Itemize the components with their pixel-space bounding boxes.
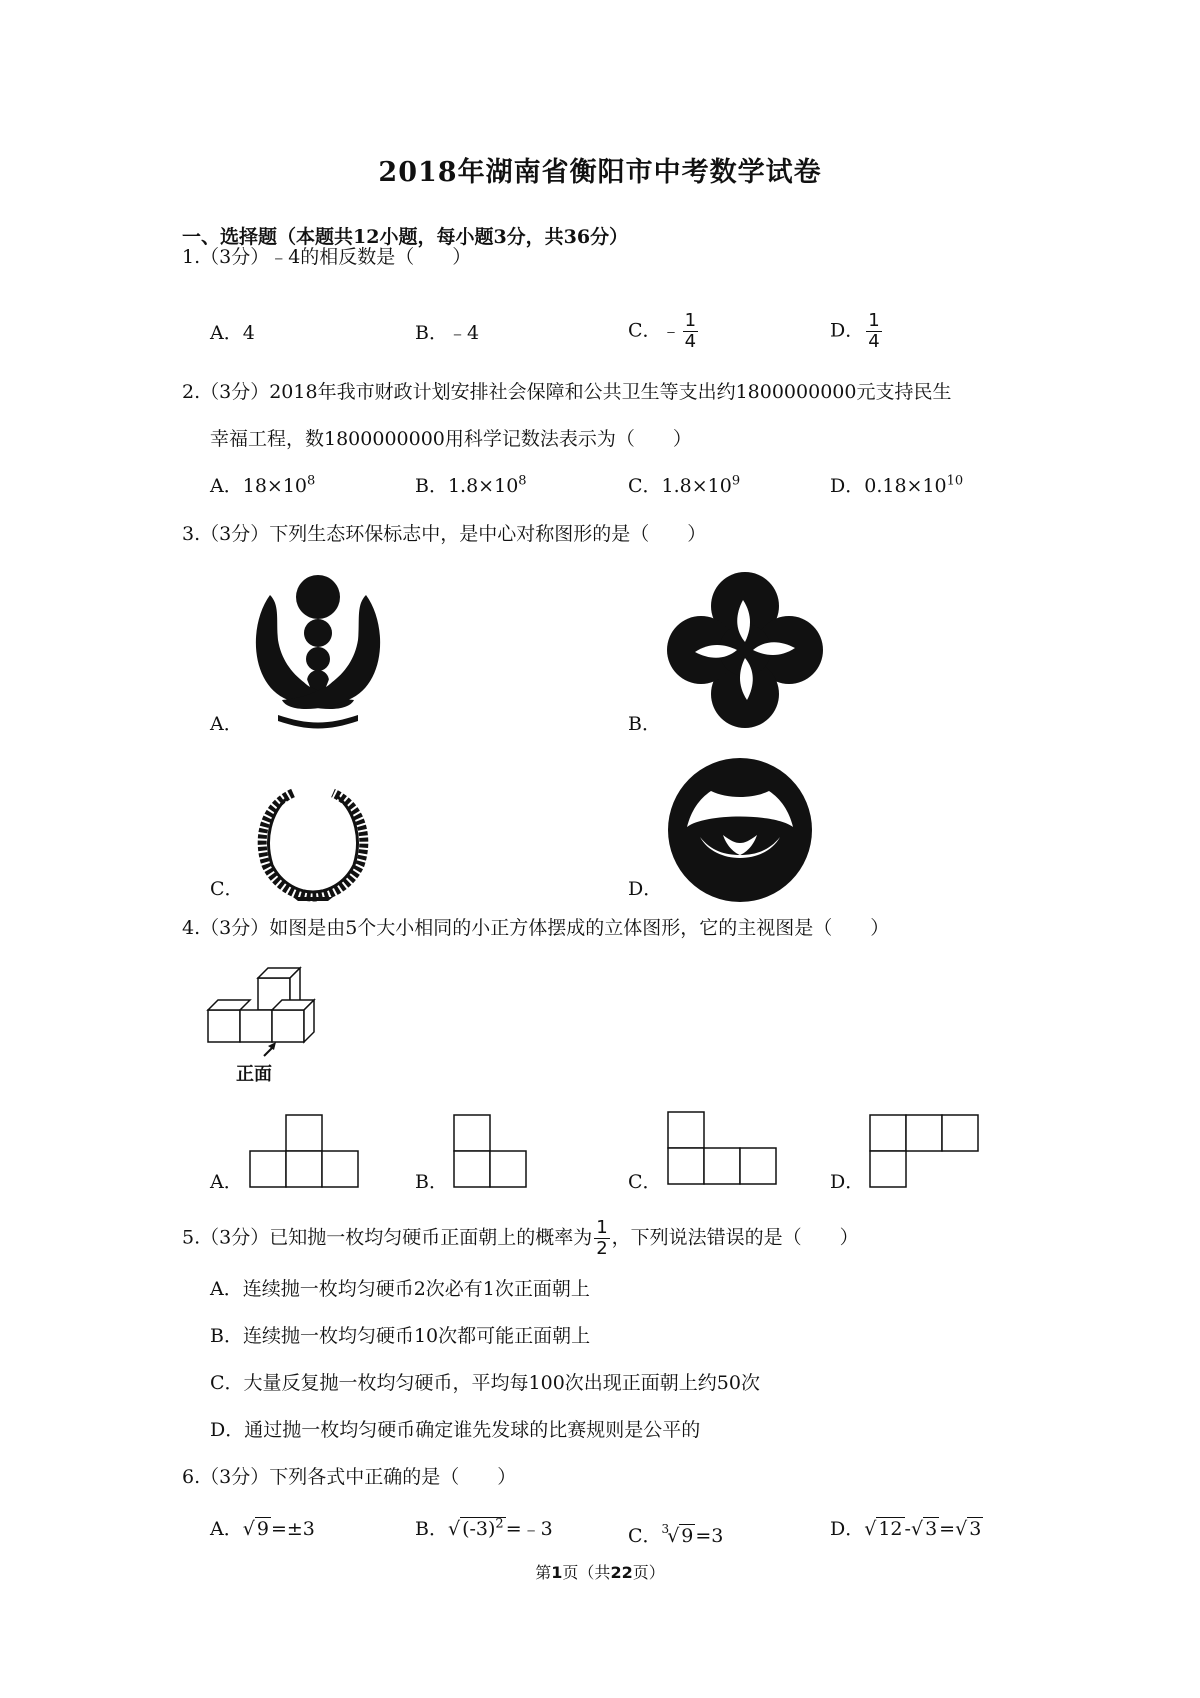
radicand-base: (-3) — [462, 1518, 496, 1540]
eco-logo-b — [665, 570, 825, 730]
question-4-stem: 4.（3分）如图是由5个大小相同的小正方体摆成的立体图形，它的主视图是（ ） — [182, 917, 890, 939]
equals-sign: = — [939, 1518, 956, 1540]
sqrt-sign: √ — [242, 1518, 255, 1540]
q4-option-d: D． — [830, 1171, 865, 1193]
option-value: =﹣3 — [505, 1518, 553, 1540]
q3-option-c: C． — [210, 878, 244, 900]
option-label: D． — [830, 319, 865, 342]
q3-option-a: A． — [210, 713, 243, 735]
fraction-numerator: 1 — [596, 1217, 608, 1238]
option-label: B． — [415, 322, 448, 344]
question-6-stem: 6.（3分）下列各式中正确的是（ ） — [182, 1466, 517, 1488]
fraction-denominator: 4 — [684, 331, 697, 352]
option-label: D． — [830, 1518, 865, 1540]
option-value: 1.8×10 — [661, 475, 732, 497]
option-label: A． — [210, 322, 243, 344]
q4-option-b: B． — [415, 1171, 448, 1193]
q1-option-a — [210, 319, 255, 347]
q2-option-a — [210, 472, 315, 500]
exponent: 9 — [731, 473, 741, 489]
q3-option-b: B． — [628, 713, 661, 735]
figure-caption: 正面 — [236, 1064, 272, 1085]
radicand: 3 — [925, 1518, 938, 1540]
sqrt-sign: √ — [864, 1518, 877, 1540]
question-2-stem-line1: 2.（3分）2018年我市财政计划安排社会保障和公共卫生等支出约1800000000元支持民生 — [182, 381, 952, 403]
q5-option-d: D．通过抛一枚均匀硬币确定谁先发球的比赛规则是公平的 — [210, 1419, 701, 1441]
question-3-stem: 3.（3分）下列生态环保标志中，是中心对称图形的是（ ） — [182, 523, 707, 545]
fraction-numerator: 1 — [684, 310, 697, 331]
q5-option-b: B．连续抛一枚均匀硬币10次都可能正面朝上 — [210, 1325, 591, 1347]
q6-option-a — [210, 1515, 315, 1543]
fraction — [683, 311, 698, 352]
option-sign: ﹣ — [661, 319, 681, 342]
page-footer — [0, 1560, 1200, 1583]
fraction-numerator: 1 — [868, 310, 880, 331]
q2-option-c — [628, 472, 740, 500]
option-value: =±3 — [270, 1518, 315, 1540]
option-label: A． — [210, 1518, 243, 1540]
option-label: A． — [210, 475, 243, 497]
sqrt-sign: √ — [910, 1518, 924, 1540]
fraction — [866, 311, 881, 352]
footer-text: 页（共 — [562, 1563, 611, 1582]
fraction-denominator: 4 — [868, 331, 880, 352]
option-value: =3 — [695, 1525, 724, 1547]
radicand: 3 — [969, 1518, 982, 1540]
option-label: C． — [628, 1525, 662, 1547]
exponent: 8 — [518, 473, 527, 489]
q6-option-c — [628, 1515, 723, 1550]
option-value: ﹣4 — [447, 322, 480, 344]
sqrt-sign: √ — [955, 1518, 968, 1540]
sqrt-sign: √ — [667, 1525, 680, 1547]
cube-stack-figure — [208, 958, 348, 1058]
radicand: 12 — [878, 1518, 903, 1540]
q5-option-a: A．连续抛一枚均匀硬币2次必有1次正面朝上 — [210, 1278, 590, 1300]
q6-option-b — [415, 1515, 553, 1543]
q2-option-b — [415, 472, 527, 500]
radicand: 9 — [681, 1525, 694, 1547]
option-label: B． — [415, 475, 448, 497]
section-heading: 一、选择题（本题共12小题，每小题3分，共36分） — [182, 226, 629, 248]
option-label: C． — [628, 475, 662, 497]
sqrt-sign: √ — [447, 1518, 461, 1540]
q3-option-d: D． — [628, 878, 663, 900]
exponent: 8 — [307, 473, 316, 489]
q1-option-d — [830, 311, 884, 352]
footer-text: 第 — [535, 1563, 552, 1582]
q1-option-c — [628, 311, 700, 352]
radicand: 9 — [256, 1518, 269, 1540]
question-2-stem-line2: 幸福工程，数1800000000用科学记数法表示为（ ） — [210, 428, 692, 450]
exponent: 10 — [946, 473, 964, 489]
q4-option-c: C． — [628, 1171, 662, 1193]
option-value: 0.18×10 — [864, 475, 947, 497]
q6-option-d — [830, 1515, 983, 1543]
exponent: 2 — [495, 1516, 504, 1532]
stem-text: ，下列说法错误的是（ ） — [611, 1226, 859, 1249]
page-title: 2018年湖南省衡阳市中考数学试卷 — [378, 157, 822, 188]
option-value: 1.8×10 — [447, 475, 519, 497]
page-number: 1 — [551, 1563, 563, 1582]
option-label: C． — [628, 319, 662, 342]
stem-text: 5.（3分）已知抛一枚均匀硬币正面朝上的概率为 — [182, 1226, 593, 1249]
question-1-stem: 1.（3分）﹣4的相反数是（ ） — [182, 246, 472, 268]
footer-text: 页） — [632, 1563, 665, 1582]
fraction-denominator: 2 — [596, 1238, 608, 1259]
q2-option-d — [830, 472, 963, 500]
option-label: B． — [415, 1518, 448, 1540]
eco-logo-d — [665, 755, 815, 905]
eco-logo-c — [248, 785, 378, 905]
q1-option-b — [415, 319, 479, 347]
front-view-b — [452, 1113, 530, 1191]
radicand — [460, 1517, 506, 1540]
front-view-d — [868, 1113, 980, 1191]
option-value: 4 — [242, 322, 255, 344]
q4-option-a: A． — [210, 1171, 243, 1193]
fraction — [594, 1218, 609, 1259]
option-label: D． — [830, 475, 865, 497]
option-value: 18×10 — [242, 475, 308, 497]
page-total: 22 — [610, 1563, 633, 1582]
front-view-c — [666, 1110, 778, 1190]
root-index: 3 — [661, 1522, 670, 1536]
front-view-a — [248, 1113, 360, 1191]
eco-logo-a — [248, 575, 388, 725]
q5-option-c: C．大量反复抛一枚均匀硬币，平均每100次出现正面朝上约50次 — [210, 1372, 760, 1394]
minus-sign: - — [904, 1518, 911, 1540]
question-5-stem — [182, 1218, 859, 1259]
